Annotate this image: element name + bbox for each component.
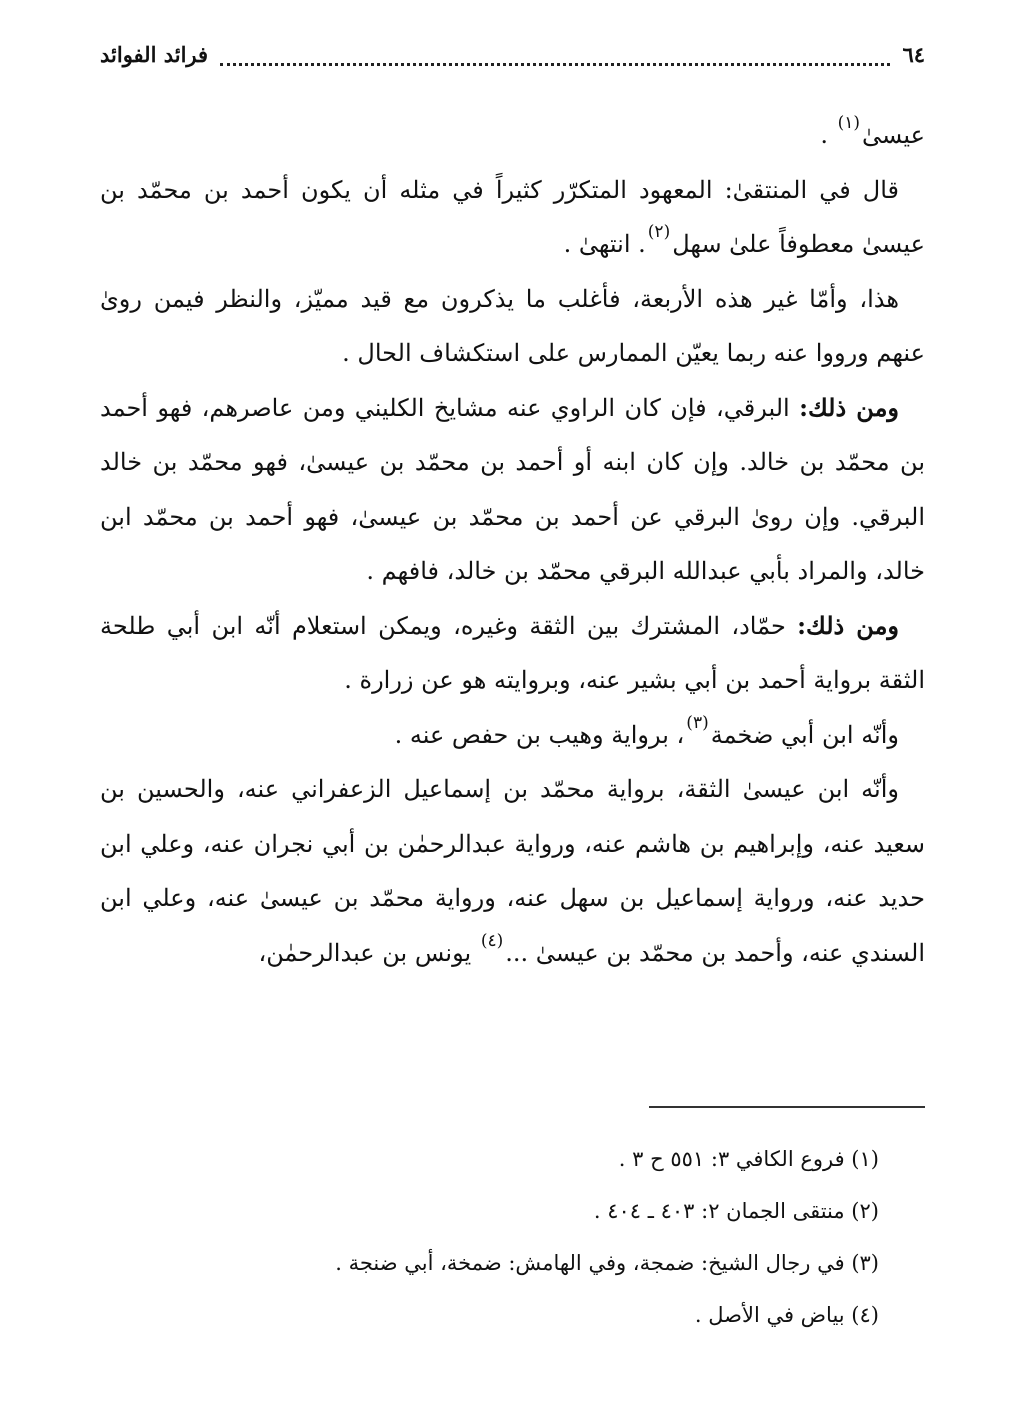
main-text: [100, 108, 925, 980]
paragraph: ومن ذلك: البرقي، فإن كان الراوي عنه مشايخ الكليني ومن عاصرهم، فهو أحمد بن محمّد بن خالد. وإن كان ابنه أو أحمد بن محمّد بن عيسىٰ، فهو محمّد بن خالد البرقي. وإن روىٰ البرقي عن أحمد بن محمّد بن عيسىٰ، فهو أحمد بن محمّد ابن خالد، والمراد بأبي عبدالله البرقي محمّد بن خالد، فافهم .: [100, 392, 925, 585]
footnote-ref: (١): [837, 113, 861, 133]
paragraph: قال في المنتقىٰ: المعهود المتكرّر كثيراً في مثله أن يكون أحمد بن محمّد بن عيسىٰ معطوفاً علىٰ سهل$^{(٢)}$. انتهىٰ .: [100, 175, 925, 258]
footnote: (٣) في رجال الشيخ: ضمجة، وفي الهامش: ضمخة، أبي ضنجة .: [335, 1251, 879, 1275]
paragraph: وأنّه ابن عيسىٰ الثقة، برواية محمّد بن إسماعيل الزعفراني عنه، والحسين بن سعيد عنه، وإبراهيم بن هاشم عنه، ورواية عبدالرحمٰن بن أبي نجران عنه، وعلي ابن حديد عنه، ورواية إسماعيل بن سهل عنه، ورواية محمّد بن عيسىٰ عنه، وعلي ابن السندي عنه، وأحمد بن محمّد بن عيسىٰ ...$^{(٤)}$ يونس بن عبدالرحمٰن،: [100, 775, 926, 967]
footnotes: [100, 1133, 879, 1341]
footnote-separator: [649, 1106, 925, 1108]
running-header: [100, 34, 925, 74]
header-leader-dots: [220, 61, 890, 66]
paragraph: ومن ذلك: حمّاد، المشترك بين الثقة وغيره، ويمكن استعلام أنّه ابن أبي طلحة الثقة برواية أحمد بن أبي بشير عنه، وبروايته هو عن زرارة .: [100, 610, 925, 694]
footnote: (٤) بياض في الأصل .: [694, 1303, 879, 1327]
paragraph-lead: ومن ذلك:: [799, 392, 900, 422]
footnote-ref: (٢): [647, 222, 671, 242]
page-number: ٦٤: [902, 41, 925, 67]
footnote-ref: (٣): [686, 712, 709, 733]
footnote-ref: (٤): [480, 930, 504, 951]
footnote: (١) فروع الكافي ٣: ٥٥١ ح ٣ .: [618, 1147, 879, 1171]
footnote: (٢) منتقى الجمان ٢: ٤٠٣ ـ ٤٠٤ .: [593, 1199, 879, 1223]
book-title: فرائد الفوائد: [100, 41, 209, 67]
paragraph-lead: ومن ذلك:: [797, 610, 900, 640]
paragraph: عيسىٰ$^{(١)}$ .: [820, 113, 925, 149]
paragraph: هذا، وأمّا غير هذه الأربعة، فأغلب ما يذكرون مع قيد مميّز، والنظر فيمن روىٰ عنهم ورووا عنه ربما يعيّن الممارس على استكشاف الحال .: [100, 284, 925, 367]
paragraph: وأنّه ابن أبي ضخمة$^{(٣)}$، برواية وهيب بن حفص عنه .: [394, 712, 899, 749]
